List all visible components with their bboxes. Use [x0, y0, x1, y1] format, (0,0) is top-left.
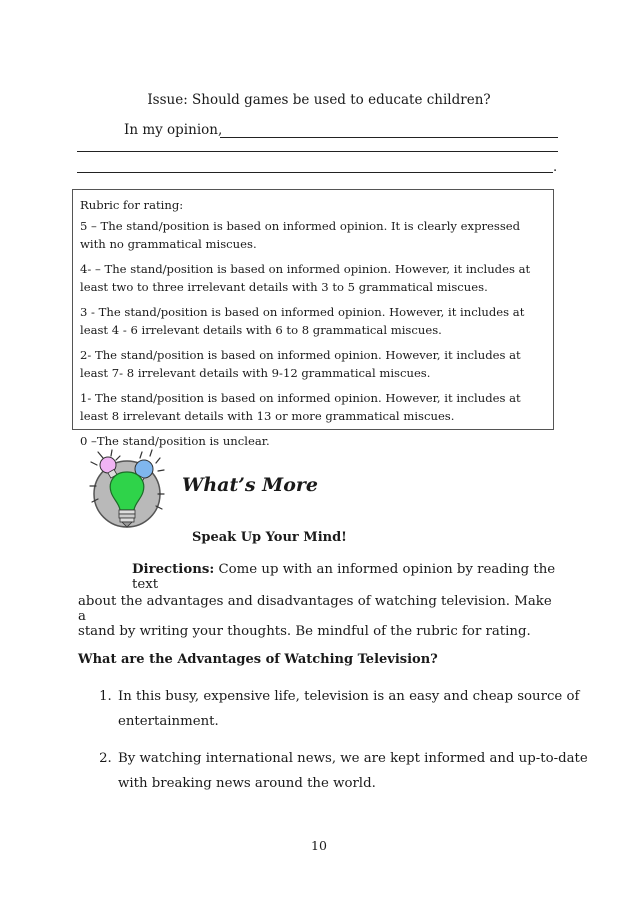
- directions-line-3: stand by writing your thoughts. Be mindful of the rubric for rating.: [78, 624, 531, 639]
- list-item: 2. By watching international news, we are kept informed and up-to-date with breaking news around the world.: [116, 746, 594, 796]
- rubric-item-3: 3 - The stand/position is based on informed opinion. However, it includes at least 4 - 6 irrelevant details with 6 to 8 grammatical miscues.: [80, 305, 525, 337]
- rubric-box: [72, 189, 554, 448]
- section-title: What’s More: [182, 474, 318, 496]
- section-subtitle: Speak Up Your Mind!: [192, 530, 347, 545]
- rubric-item-1: 1- The stand/position is based on informed opinion. However, it includes at least 8 irrelevant details with 13 or more grammatical miscues.: [80, 391, 521, 423]
- rubric-item-4: 4- – The stand/position is based on informed opinion. However, it includes at least two to three irrelevant details with 3 to 5 grammatical miscues.: [80, 262, 531, 294]
- advantages-heading: What are the Advantages of Watching Television?: [78, 652, 438, 667]
- directions-label: Directions:: [132, 562, 215, 577]
- lightbulbs-icon: [84, 446, 174, 536]
- directions-line-1: [132, 562, 562, 592]
- rubric-item-0: 0 –The stand/position is unclear.: [80, 434, 270, 448]
- opinion-prompt: In my opinion,: [124, 122, 223, 138]
- list-item: 1. In this busy, expensive life, television is an easy and cheap source of entertainment.: [116, 684, 594, 734]
- rubric-item-5: 5 – The stand/position is based on informed opinion. It is clearly expressed with no grammatical miscues.: [80, 219, 521, 251]
- opinion-end-mark: .: [553, 160, 558, 175]
- opinion-blank-line-3: [77, 172, 553, 173]
- rubric-title: Rubric for rating:: [80, 198, 184, 212]
- opinion-blank-line-1: [220, 137, 558, 138]
- directions-line-2: about the advantages and disadvantages of watching television. Make a: [78, 594, 552, 624]
- rubric-item-2: 2- The stand/position is based on informed opinion. However, it includes at least 7- 8 irrelevant details with 9-12 grammatical miscues.: [80, 348, 521, 380]
- advantages-list: [78, 684, 594, 808]
- opinion-blank-line-2: [77, 151, 558, 152]
- page-number: 10: [311, 838, 327, 853]
- issue-text: Issue: Should games be used to educate children?: [147, 92, 491, 108]
- directions-text-1: Come up with an informed opinion by reading the text: [132, 562, 556, 592]
